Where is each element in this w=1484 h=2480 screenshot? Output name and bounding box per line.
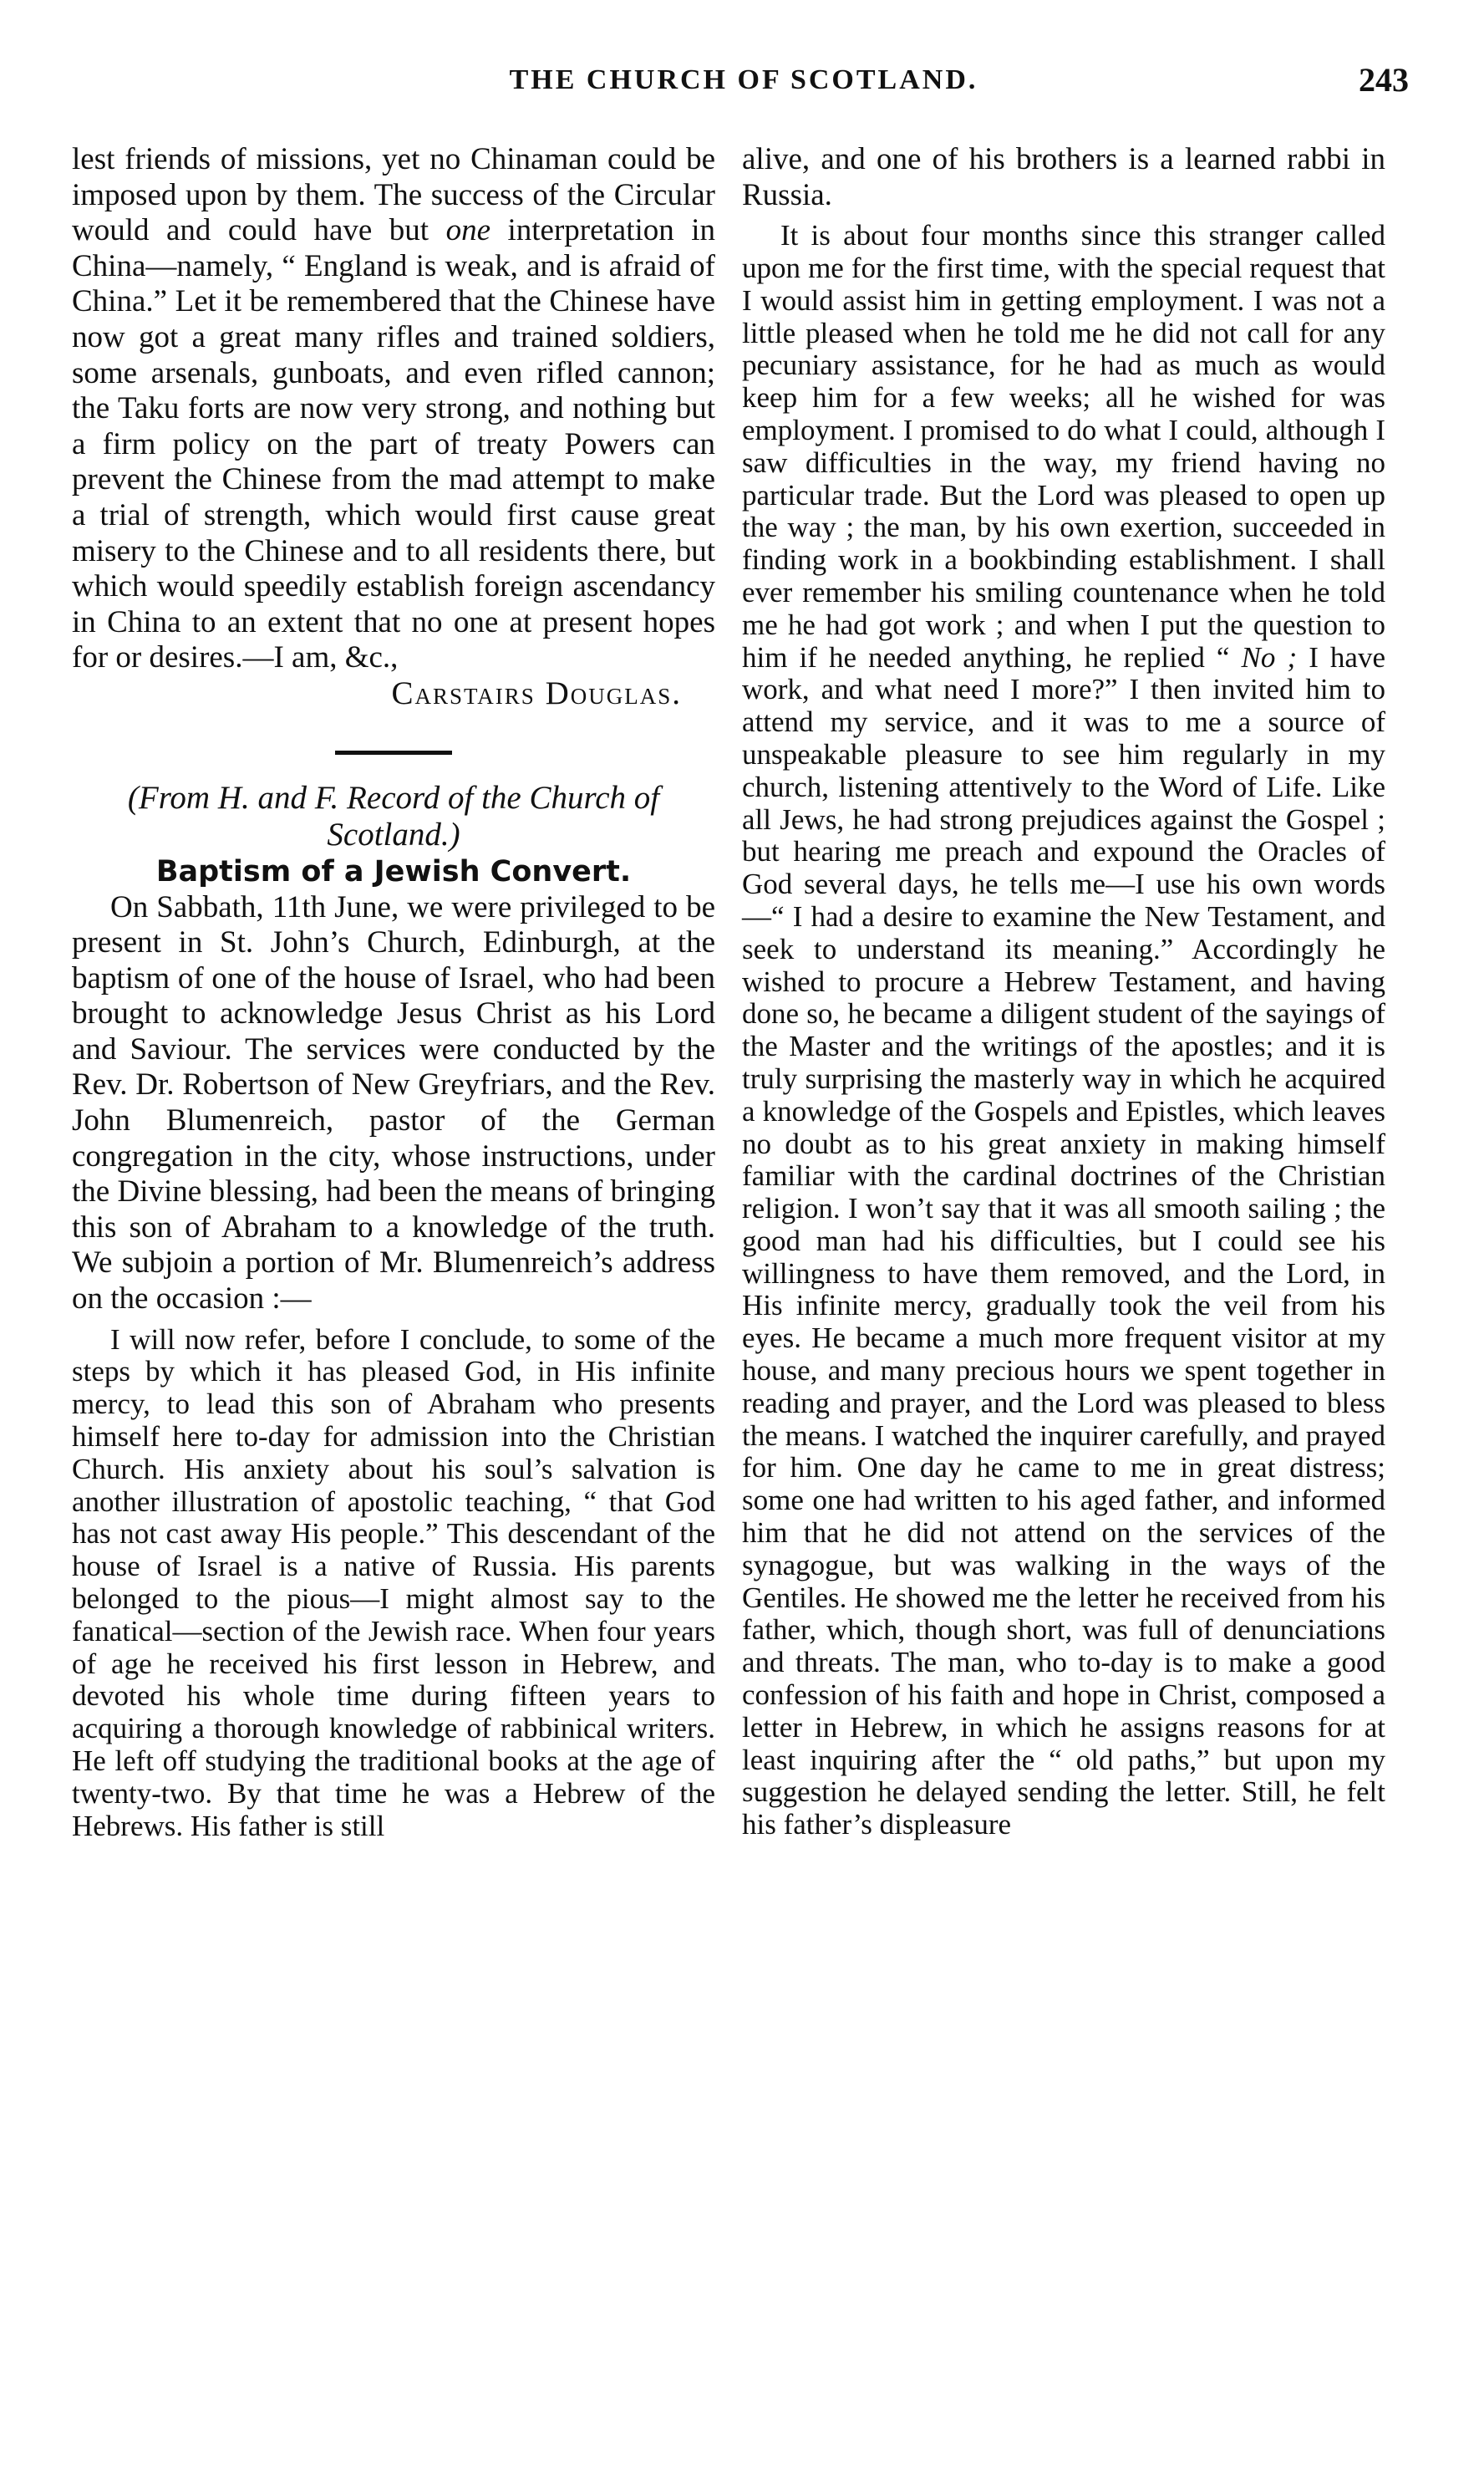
text-run: lest friends of missions, yet no Chinaman could be imposed upon by them. The success of the Circular would and could have but [72,142,715,248]
left-column [72,142,715,1842]
text-run: I have work, and what need I more?” I then invited him to attend my service, and it was to me a source of unspeakable pleasure to see him regularly in my church, listening attentively to the Word of Life. Like all Jews, he had strong prejudices against the Gospel ; but hearing me preach and expound the Oracles of God several days, he tells me—I use his own words—“ I had a desire to examine the New Testament, and seek to understand its meaning.” Accordingly he wished to procure a Hebrew Testament, and having done so, he became a diligent student of the sayings of the Master and the writings of the apostles; and it is truly surprising the masterly way in which he acquired a knowledge of the Gospels and Epistles, which leaves no doubt as to his great anxiety in making himself familiar with the cardinal doctrines of the Christian religion. I won’t say that it was all smooth sailing ; the good man had his difficulties, but I could see his willingness to have them removed, and the Lord, in His infinite mercy, gradually took the veil from his eyes. He became a much more frequent visitor at my house, and many precious hours we spent together in reading and prayer, and the Lord was pleased to bless the means. I watched the inquirer carefully, and prayed for him. One day he came to me in great distress; some one had written to his aged father, and informed him that he did not attend on the services of the synagogue, but was walking in the ways of the Gentiles. He showed me the letter he received from his father, which, though short, was full of denunciations and threats. The man, who to-day is to make a good confession of his faith and hope in Christ, composed a letter in Hebrew, in which he assigns reasons for at least inquiring after the “ old paths,” but upon my suggestion he delayed sending the letter. Still, he felt his father’s displeasure [742,640,1385,1841]
letter-signature: Carstairs Douglas. [391,675,682,711]
text-run: interpretation in China—namely, “ England is weak, and is afraid of China.” Let it be remembered that the Chinese have now got a great many rifles and trained soldiers, some arsenals, gunboats, and even rifled cannon; the Taku forts are now very strong, and nothing but a firm policy on the part of treaty Powers can prevent the Chinese from the mad attempt to make a trial of strength, which would first cause great misery to the Chinese and to all residents there, but which would speedily establish foreign ascendancy in China to an extent that no one at present hopes for or desires.—I am, &c., [72,213,716,675]
continuation-paragraph: alive, and one of his brothers is a learned rabbi in Russia. [742,142,1385,212]
address-paragraph: I will now refer, before I conclude, to some of the steps by which it has pleased God, in His infinite mercy, to lead this son of Abraham who presents himself here to-day for admission into the Christian Church. His anxiety about his soul’s salvation is another illustration of apostolic teaching, “ that God has not cast away His people.” This descendant of the house of Israel is a native of Russia. His parents belonged to the pious—I might almost say to the fanatical—section of the Jewish race. When four years of age he received his first lesson in Hebrew, and devoted his whole time during fifteen years to acquiring a thorough knowledge of rabbinical writers. He left off studying the traditional books at the age of twenty-two. By that time he was a Hebrew of the Hebrews. His father is still [72,1322,715,1842]
letter-closing-paragraph [72,142,715,676]
running-title: THE CHURCH OF SCOTLAND. [509,64,978,95]
article-heading: Baptism of a Jewish Convert. [155,854,632,889]
emphasis-run: No ; [1241,640,1298,674]
text-run: It is about four months since this stranger called upon me for the first time, with the special request that I would assist him in getting employment. I was not a little pleased when he told me he did not call for any pecuniary assistance, for he had as much as would keep him for a few weeks; all he wished for was employment. I promised to do what I could, although I saw difficulties in the way, my friend having no particular trade. But the Lord was pleased to open up the way ; the man, by his own exertion, succeeded in finding work in a bookbinding establishment. I shall ever remember his smiling countenance when he told me he had got work ; and when I put the question to him if he needed anything, he replied “ [742,219,1385,674]
section-divider [335,751,452,755]
narrative-paragraph [742,220,1385,1841]
source-attribution: (From H. and F. Record of the Church of Scotland.) [127,779,660,853]
intro-paragraph: On Sabbath, 11th June, we were privileged to be present in St. John’s Church, Edinburgh, at the baptism of one of the house of Israel, who had been brought to acknowledge Jesus Christ as his Lord and Saviour. The services were conducted by the Rev. Dr. Robertson of New Greyfriars, and the Rev. John Blumenreich, pastor of the German congregation in the city, whose instructions, under the Divine blessing, had been the means of bringing this son of Abraham to a knowledge of the truth. We subjoin a portion of Mr. Blumenreich’s address on the occasion :— [72,889,715,1316]
emphasis-run: one [445,213,490,248]
page-number: 243 [1359,61,1409,99]
page-header [75,57,1409,107]
right-column [742,142,1385,1841]
